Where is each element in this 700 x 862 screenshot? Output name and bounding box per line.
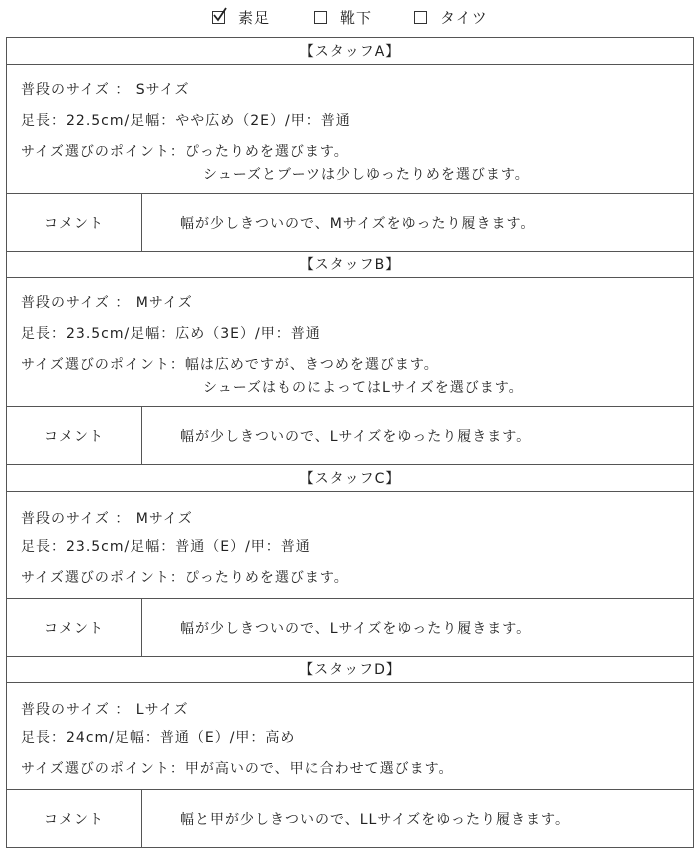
comment-label: コメント [7,599,142,656]
foot-measurements: 足長：23.5cm/足幅：普通（E）/甲：普通 [21,539,311,555]
legend-label: 靴下 [340,8,373,27]
legend-item-socks [314,6,372,28]
sock-type-legend [0,6,700,28]
size-point: サイズ選びのポイント：ぴったりめを選びます。 [21,570,349,586]
usual-size: 普段のサイズ ： Mサイズ [21,511,193,527]
comment-row [7,407,693,464]
staff-header: 【スタッフB】 [7,251,693,278]
checkbox-checked-icon [212,11,225,24]
comment-text: 幅が少しきついので、Lサイズをゆったり履きます。 [180,428,532,445]
comment-label: コメント [7,790,142,847]
comment-label: コメント [7,194,142,251]
staff-section-c [6,465,694,657]
staff-info [7,65,693,194]
comment-row [7,194,693,251]
staff-section-a [6,37,694,252]
legend-label: 素足 [238,8,271,27]
legend-item-tights [414,6,488,28]
checkbox-empty-icon [314,11,327,24]
foot-measurements: 足長：24cm/足幅：普通（E）/甲：高め [21,730,296,746]
staff-info [7,683,693,790]
foot-measurements: 足長：23.5cm/足幅：広め（3E）/甲：普通 [21,326,321,342]
staff-info [7,492,693,599]
size-point: サイズ選びのポイント：幅は広めですが、きつめを選びます。 [21,357,439,373]
usual-size: 普段のサイズ ： Mサイズ [21,295,193,311]
checkbox-empty-icon [414,11,427,24]
staff-header: 【スタッフC】 [7,465,693,492]
staff-section-d [6,656,694,848]
comment-text: 幅が少しきついので、Lサイズをゆったり履きます。 [180,620,532,637]
size-point: サイズ選びのポイント：ぴったりめを選びます。 [21,144,349,160]
size-point-continued: シューズはものによってはLサイズを選びます。 [203,380,524,396]
usual-size: 普段のサイズ ： Lサイズ [21,702,189,718]
comment-row [7,599,693,656]
legend-label: タイツ [440,8,488,27]
staff-header: 【スタッフA】 [7,38,693,65]
legend-item-barefoot [212,6,270,28]
staff-header: 【スタッフD】 [7,656,693,683]
comment-row [7,790,693,847]
foot-measurements: 足長：22.5cm/足幅：やや広め（2E）/甲：普通 [21,113,351,129]
size-point-continued: シューズとブーツは少しゆったりめを選びます。 [203,167,530,183]
size-point: サイズ選びのポイント：甲が高いので、甲に合わせて選びます。 [21,761,454,777]
comment-text: 幅と甲が少しきついので、LLサイズをゆったり履きます。 [180,811,570,828]
comment-text: 幅が少しきついので、Mサイズをゆったり履きます。 [180,215,536,232]
staff-section-b [6,251,694,465]
usual-size: 普段のサイズ ： Sサイズ [21,82,190,98]
staff-info [7,278,693,407]
comment-label: コメント [7,407,142,464]
